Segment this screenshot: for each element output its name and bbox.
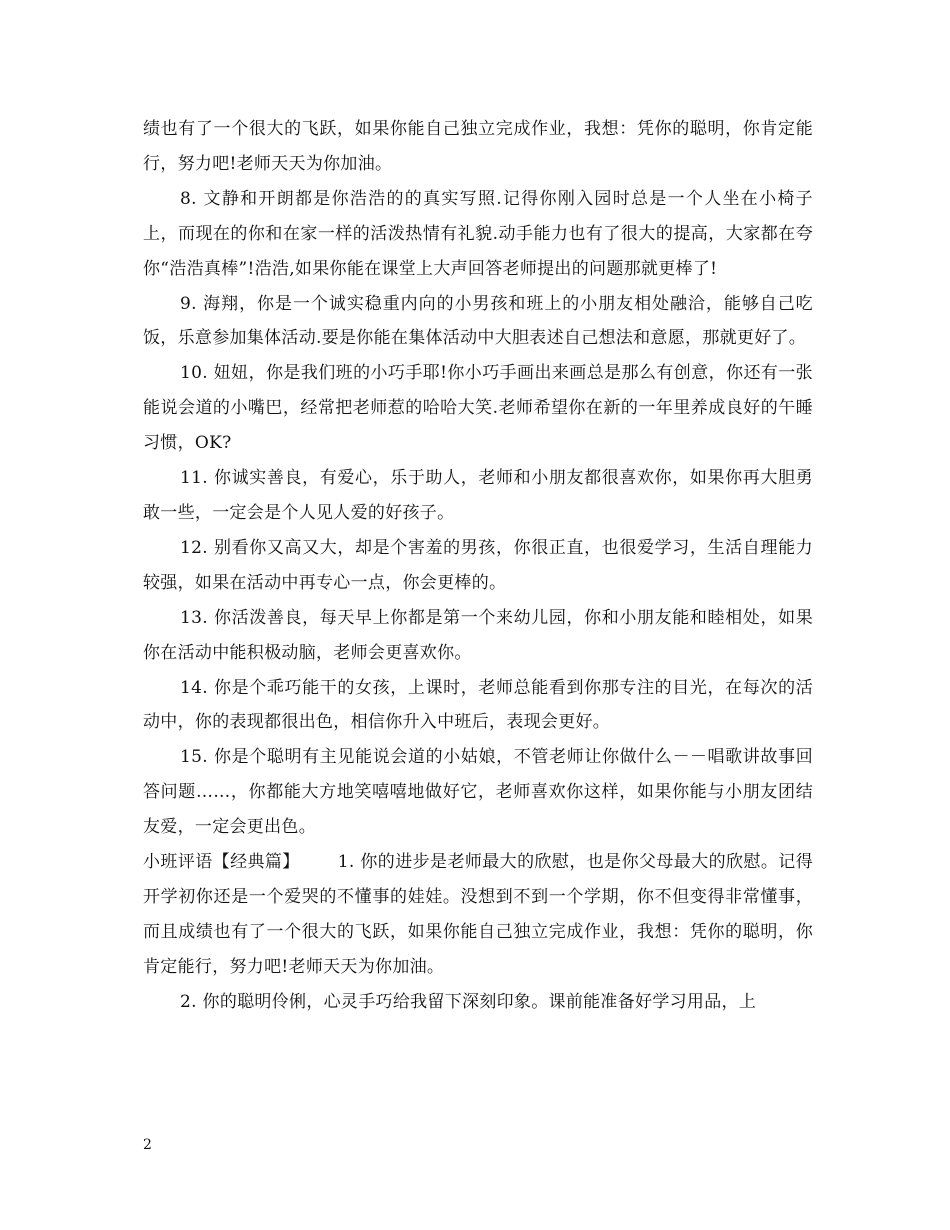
- comment-item-9: 9. 海翔，你是一个诚实稳重内向的小男孩和班上的小朋友相处融洽，能够自己吃饭，乐意参加集体活动.要是你能在集体活动中大胆表述自己想法和意愿，那就更好了。: [143, 293, 813, 349]
- comment-item-8: 8. 文静和开朗都是你浩浩的的真实写照.记得你刚入园时总是一个人坐在小椅子上，而现在的你和在家一样的活泼热情有礼貌.动手能力也有了很大的提高，大家都在夸你“浩浩真棒”!浩浩,如果你能在课堂上大声回答老师提出的问题那就更棒了!: [143, 188, 813, 279]
- paragraph-continuation: 绩也有了一个很大的飞跃，如果你能自己独立完成作业，我想：凭你的聪明，你肯定能行，努力吧!老师天天为你加油。: [143, 119, 813, 174]
- comment-item-2: 2. 你的聪明伶俐，心灵手巧给我留下深刻印象。课前能准备好学习用品，上: [180, 991, 757, 1012]
- comment-item-15: 15. 你是个聪明有主见能说会道的小姑娘，不管老师让你做什么－－唱歌讲故事回答问题……，你都能大方地笑嘻嘻地做好它，老师喜欢你这样，如果你能与小朋友团结友爱，一定会更出色。: [143, 747, 813, 838]
- comment-item-10: 10. 妞妞，你是我们班的小巧手耶!你小巧手画出来画总是那么有创意，你还有一张能说会道的小嘴巴，经常把老师惹的哈哈大笑.老师希望你在新的一年里养成良好的午睡习惯，OK?: [143, 363, 813, 454]
- document-body: [143, 112, 813, 1020]
- comment-item-11: 11. 你诚实善良，有爱心，乐于助人，老师和小朋友都很喜欢你，如果你再大胆勇敢一些，一定会是个人见人爱的好孩子。: [143, 468, 813, 523]
- page-number: 2: [143, 1137, 152, 1153]
- section-paragraph: [143, 845, 813, 985]
- comment-item-14: 14. 你是个乖巧能干的女孩，上课时，老师总能看到你那专注的目光，在每次的活动中，你的表现都很出色，相信你升入中班后，表现会更好。: [143, 677, 813, 733]
- comment-item-12: 12. 别看你又高又大，却是个害羞的男孩，你很正直，也很爱学习，生活自理能力较强，如果在活动中再专心一点，你会更棒的。: [143, 537, 813, 593]
- section-heading: 小班评语【经典篇】: [143, 852, 300, 873]
- comment-item-13: 13. 你活泼善良，每天早上你都是第一个来幼儿园，你和小朋友能和睦相处，如果你在活动中能积极动脑，老师会更喜欢你。: [143, 607, 813, 663]
- section-first-comment: 1. 你的进步是老师最大的欣慰，也是你父母最大的欣慰。记得开学初你还是一个爱哭的不懂事的娃娃。没想到不到一个学期，你不但变得非常懂事，而且成绩也有了一个很大的飞跃，如果你能自己独立完成作业，我想：凭你的聪明，你肯定能行，努力吧!老师天天为你加油。: [143, 852, 814, 977]
